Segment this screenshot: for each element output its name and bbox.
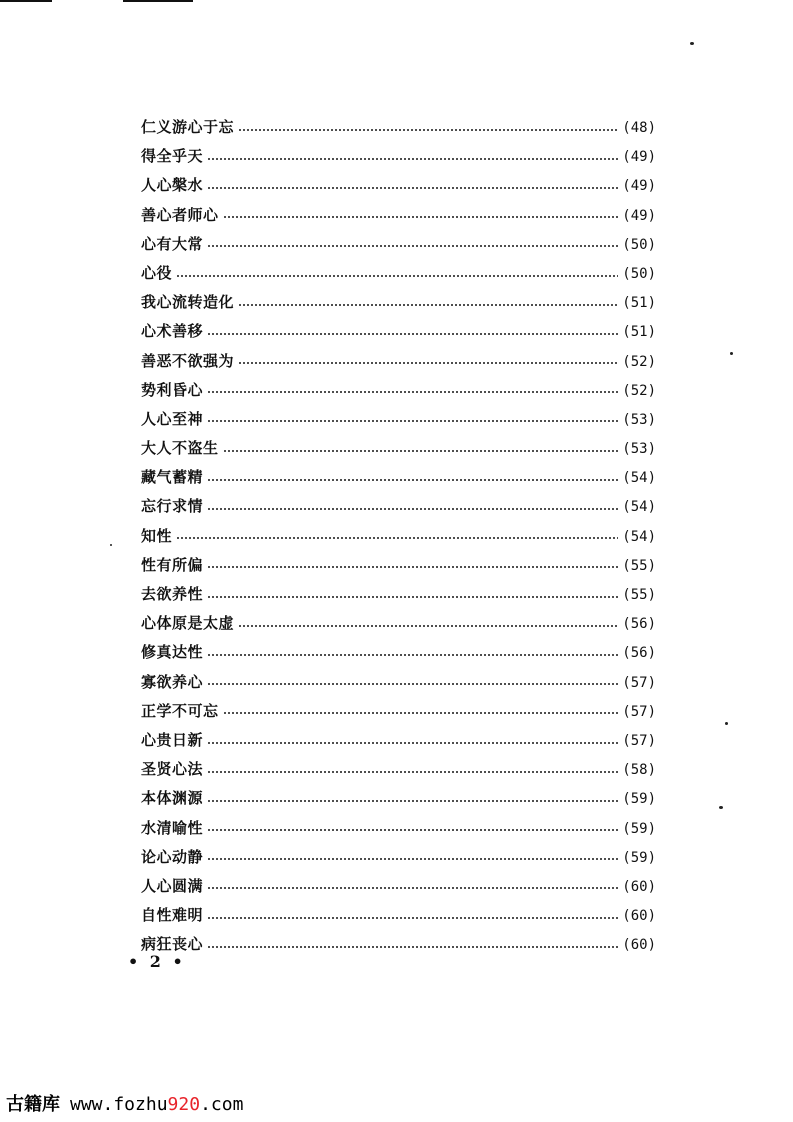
footer-watermark: [6, 1090, 243, 1116]
toc-entry: [141, 317, 656, 346]
toc-entry: [141, 288, 656, 317]
toc-entry-page: (49): [622, 178, 656, 195]
footer-url-prefix: www.fozhu: [70, 1094, 168, 1115]
toc-dot-leader: [176, 275, 618, 277]
toc-entry: [141, 434, 656, 463]
toc-entry-title: 本体渊源: [141, 789, 204, 808]
toc-entry-title: 心有大常: [141, 234, 204, 253]
toc-entry-page: (53): [622, 411, 656, 428]
toc-entry: [141, 580, 656, 609]
toc-dot-leader: [238, 625, 618, 627]
toc-entry-title: 心役: [141, 263, 173, 282]
toc-entry: [141, 814, 656, 843]
toc-entry: [141, 638, 656, 667]
toc-entry-page: (50): [622, 265, 656, 282]
toc-dot-leader: [207, 771, 618, 773]
toc-entry-title: 水清喻性: [141, 818, 204, 837]
toc-dot-leader: [207, 829, 618, 831]
toc-dot-leader: [223, 216, 619, 218]
footer-url-suffix: .com: [200, 1094, 244, 1115]
toc-entry-page: (49): [622, 207, 656, 224]
toc-dot-leader: [207, 158, 618, 160]
toc-entry: [141, 142, 656, 171]
toc-entry-page: (52): [622, 382, 656, 399]
toc-entry-title: 性有所偏: [141, 555, 204, 574]
toc-dot-leader: [207, 187, 618, 189]
toc-entry-page: (57): [622, 703, 656, 720]
toc-entry-title: 人心圆满: [141, 876, 204, 895]
scan-speck: [719, 806, 723, 809]
toc-dot-leader: [223, 450, 619, 452]
toc-dot-leader: [238, 304, 618, 306]
toc-dot-leader: [207, 800, 618, 802]
toc-entry-title: 忘行求情: [141, 497, 204, 516]
toc-dot-leader: [207, 508, 618, 510]
toc-entry-title: 仁义游心于忘: [141, 118, 235, 136]
toc-dot-leader: [238, 129, 618, 131]
toc-entry: [141, 201, 656, 230]
toc-entry: [141, 376, 656, 405]
toc-dot-leader: [207, 654, 618, 656]
toc-entry-title: 得全乎天: [141, 147, 204, 166]
toc-entry-title: 善恶不欲强为: [141, 351, 235, 370]
toc-entry-page: (60): [622, 937, 656, 954]
toc-entry-title: 正学不可忘: [141, 701, 219, 720]
toc-dot-leader: [223, 712, 619, 714]
toc-entry-page: (51): [622, 324, 656, 341]
toc-entry-title: 心体原是太虚: [141, 614, 235, 633]
toc-entry-page: (55): [622, 557, 656, 574]
toc-entry-title: 善心者师心: [141, 205, 219, 224]
toc-entry-title: 我心流转造化: [141, 293, 235, 312]
toc-entry-title: 圣贤心法: [141, 760, 204, 779]
toc-dot-leader: [207, 917, 618, 919]
toc-entry: [141, 522, 656, 551]
toc-entry-page: (56): [622, 616, 656, 633]
toc-entry-page: (52): [622, 353, 656, 370]
toc-entry-page: (56): [622, 645, 656, 662]
toc-dot-leader: [207, 946, 618, 948]
toc-entry-page: (57): [622, 732, 656, 749]
toc-dot-leader: [207, 245, 618, 247]
toc-entry-page: (60): [622, 908, 656, 925]
toc-entry: [141, 113, 656, 142]
toc-entry-title: 去欲养性: [141, 585, 204, 603]
toc-entry: [141, 930, 656, 959]
toc-entry-page: (59): [622, 849, 656, 866]
toc-entry-page: (48): [622, 120, 656, 136]
toc-entry: [141, 784, 656, 813]
toc-entry-page: (51): [622, 295, 656, 312]
toc-entry: [141, 609, 656, 638]
scan-speck: [725, 722, 728, 725]
toc-entry-page: (58): [622, 762, 656, 779]
toc-entry-title: 自性难明: [141, 906, 204, 925]
toc-dot-leader: [176, 537, 618, 539]
toc-entry-title: 人心至神: [141, 409, 204, 428]
toc-entry: [141, 755, 656, 784]
toc-dot-leader: [207, 391, 618, 393]
toc-dot-leader: [207, 479, 618, 481]
toc-entry-page: (54): [622, 528, 656, 545]
page-number: • 2 •: [128, 952, 186, 971]
toc-entry-title: 修真达性: [141, 643, 204, 662]
toc-entry-title: 人心槃水: [141, 176, 204, 195]
toc-dot-leader: [207, 333, 618, 335]
toc-entry: [141, 405, 656, 434]
toc-entry-page: (57): [622, 674, 656, 691]
toc-entry-title: 势利昏心: [141, 380, 204, 399]
toc-dot-leader: [207, 742, 618, 744]
toc-entry-page: (55): [622, 587, 656, 603]
toc-dot-leader: [207, 420, 618, 422]
toc-dot-leader: [238, 362, 618, 364]
footer-brand: 古籍库: [6, 1094, 60, 1115]
toc-dot-leader: [207, 683, 618, 685]
toc-entry: [141, 872, 656, 901]
toc-entry-title: 病狂丧心: [141, 935, 204, 954]
toc-entry-title: 大人不盗生: [141, 439, 219, 458]
toc-dot-leader: [207, 858, 618, 860]
toc-entry-title: 知性: [141, 526, 173, 545]
toc-entry: [141, 726, 656, 755]
scan-speck: [110, 544, 112, 546]
toc-entry: [141, 551, 656, 580]
toc-entry-page: (54): [622, 470, 656, 487]
toc-entry: [141, 347, 656, 376]
toc-entry-title: 心术善移: [141, 322, 204, 341]
table-of-contents: [141, 113, 656, 959]
toc-dot-leader: [207, 566, 618, 568]
toc-entry: [141, 259, 656, 288]
toc-entry: [141, 668, 656, 697]
footer-url-accent: 920: [167, 1094, 201, 1115]
toc-entry-page: (50): [622, 236, 656, 253]
toc-entry-page: (60): [622, 878, 656, 895]
scan-speck: [730, 352, 733, 355]
toc-entry-title: 藏气蓄精: [141, 468, 204, 487]
toc-entry-page: (54): [622, 499, 656, 516]
toc-entry: [141, 230, 656, 259]
toc-entry: [141, 492, 656, 521]
toc-entry-page: (49): [622, 149, 656, 166]
toc-entry: [141, 901, 656, 930]
top-edge-mark-middle: [123, 0, 193, 2]
toc-entry: [141, 171, 656, 200]
toc-entry-title: 心贵日新: [141, 730, 204, 749]
scan-speck: [690, 42, 694, 45]
toc-dot-leader: [207, 887, 618, 889]
footer-url: [70, 1094, 243, 1115]
toc-entry: [141, 697, 656, 726]
toc-entry: [141, 843, 656, 872]
toc-entry-title: 寡欲养心: [141, 672, 204, 691]
toc-entry-page: (59): [622, 820, 656, 837]
toc-dot-leader: [207, 596, 618, 598]
top-edge-mark-left: [0, 0, 52, 2]
toc-entry-title: 论心动静: [141, 847, 204, 866]
toc-entry-page: (59): [622, 791, 656, 808]
toc-entry: [141, 463, 656, 492]
toc-entry-page: (53): [622, 441, 656, 458]
